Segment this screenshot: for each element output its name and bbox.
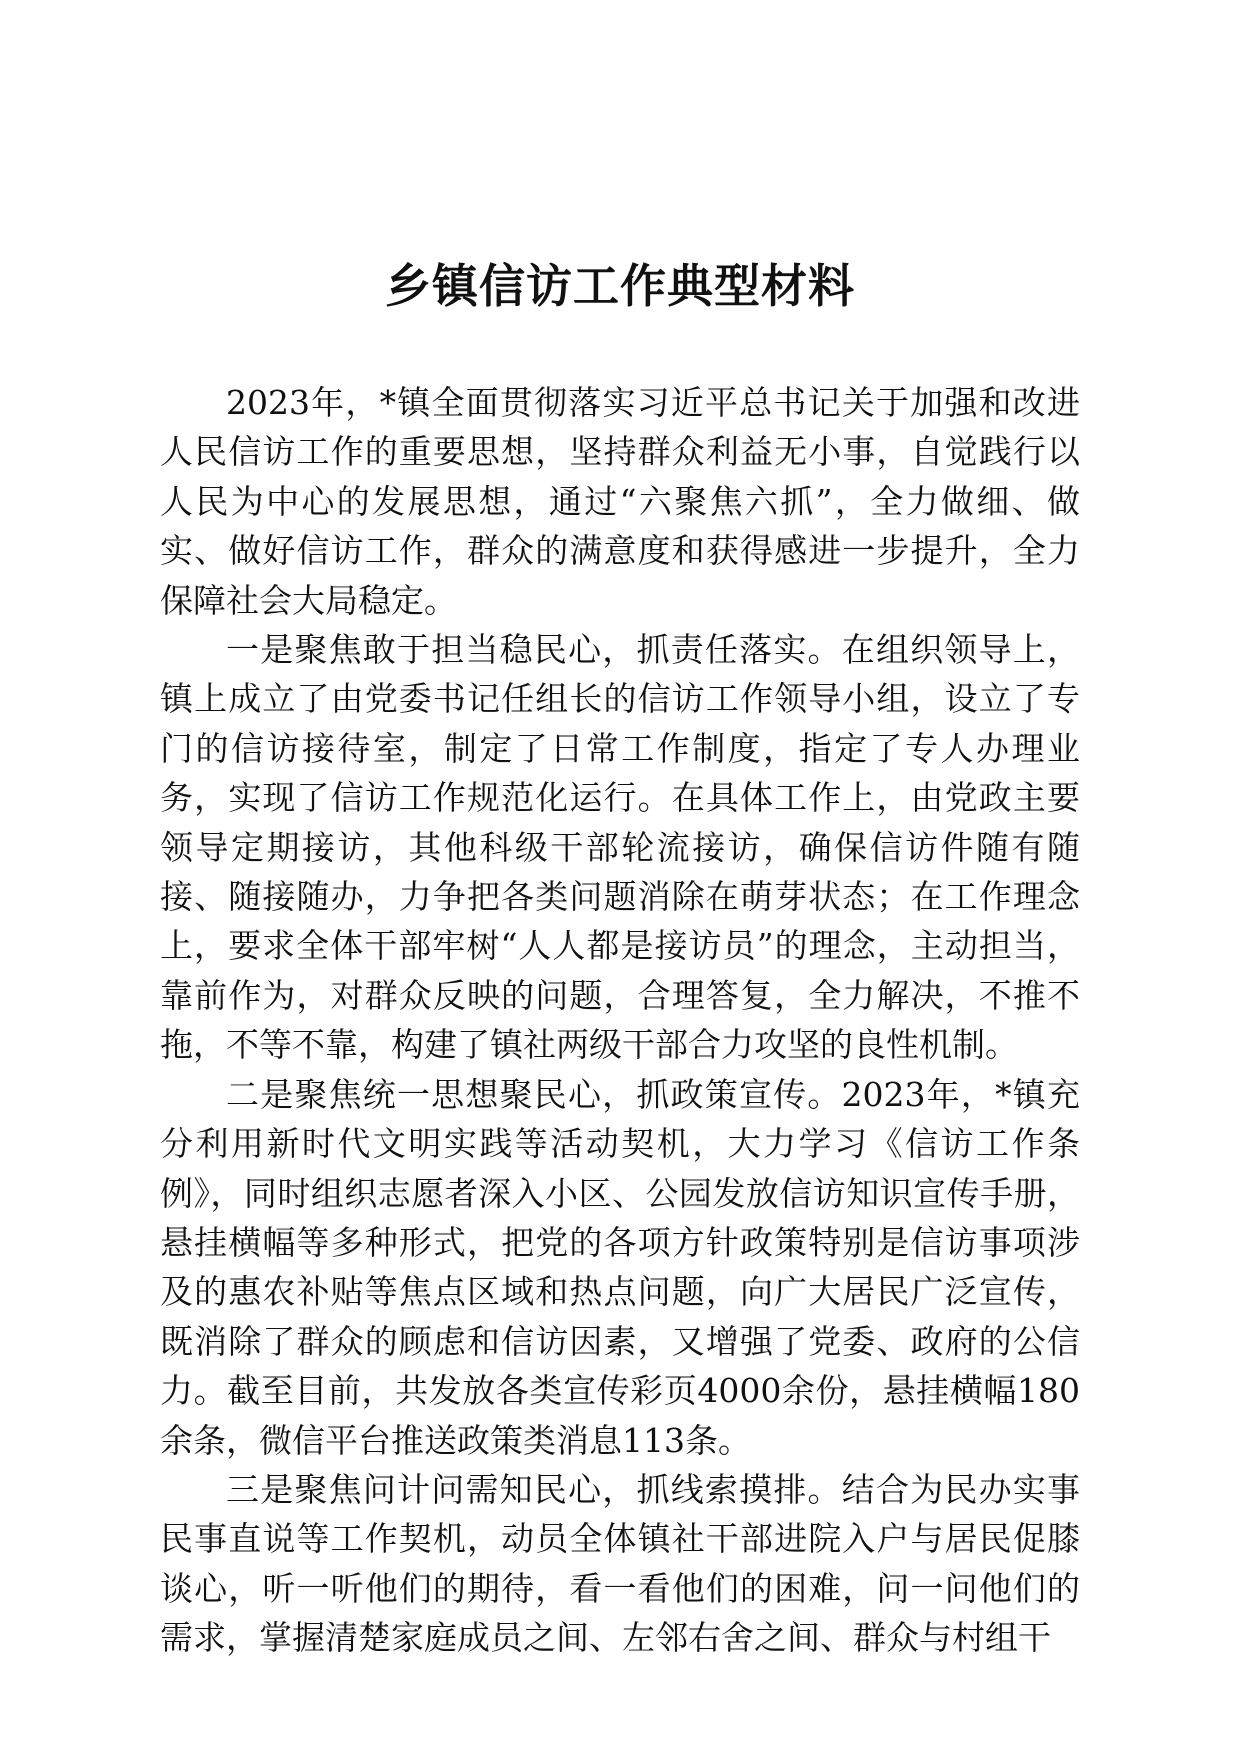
paragraph-point-2: 二是聚焦统一思想聚民心，抓政策宣传。2023年，*镇充分利用新时代文明实践等活动契机，大力学习《信访工作条例》，同时组织志愿者深入小区、公园发放信访知识宣传手册，悬挂横幅等多种形式，把党的各项方针政策特别是信访事项涉及的惠农补贴等焦点区域和热点问题，向广大居民广泛宣传，既消除了群众的顾虑和信访因素，又增强了党委、政府的公信力。截至目前，共发放各类宣传彩页4000余份，悬挂横幅180余条，微信平台推送政策类消息113条。 bbox=[160, 1074, 1080, 1460]
paragraph-point-3: 三是聚焦问计问需知民心，抓线索摸排。结合为民办实事民事直说等工作契机，动员全体镇社干部进院入户与居民促膝谈心，听一听他们的期待，看一看他们的困难，问一问他们的需求，掌握清楚家庭成员之间、左邻右舍之间、群众与村组干 bbox=[160, 1469, 1080, 1658]
document-title: 乡镇信访工作典型材料 bbox=[385, 259, 855, 313]
document-body bbox=[160, 378, 1080, 1663]
paragraph-point-1: 一是聚焦敢于担当稳民心，抓责任落实。在组织领导上，镇上成立了由党委书记任组长的信访工作领导小组，设立了专门的信访接待室，制定了日常工作制度，指定了专人办理业务，实现了信访工作规范化运行。在具体工作上，由党政主要领导定期接访，其他科级干部轮流接访，确保信访件随有随接、随接随办，力争把各类问题消除在萌芽状态；在工作理念上，要求全体干部牢树“人人都是接访员”的理念，主动担当，靠前作为，对群众反映的问题，合理答复，全力解决，不推不拖，不等不靠，构建了镇社两级干部合力攻坚的良性机制。 bbox=[160, 630, 1080, 1065]
paragraph-intro: 2023年，*镇全面贯彻落实习近平总书记关于加强和改进人民信访工作的重要思想，坚持群众利益无小事，自觉践行以人民为中心的发展思想，通过“六聚焦六抓”，全力做细、做实、做好信访工作，群众的满意度和获得感进一步提升，全力保障社会大局稳定。 bbox=[160, 383, 1080, 620]
